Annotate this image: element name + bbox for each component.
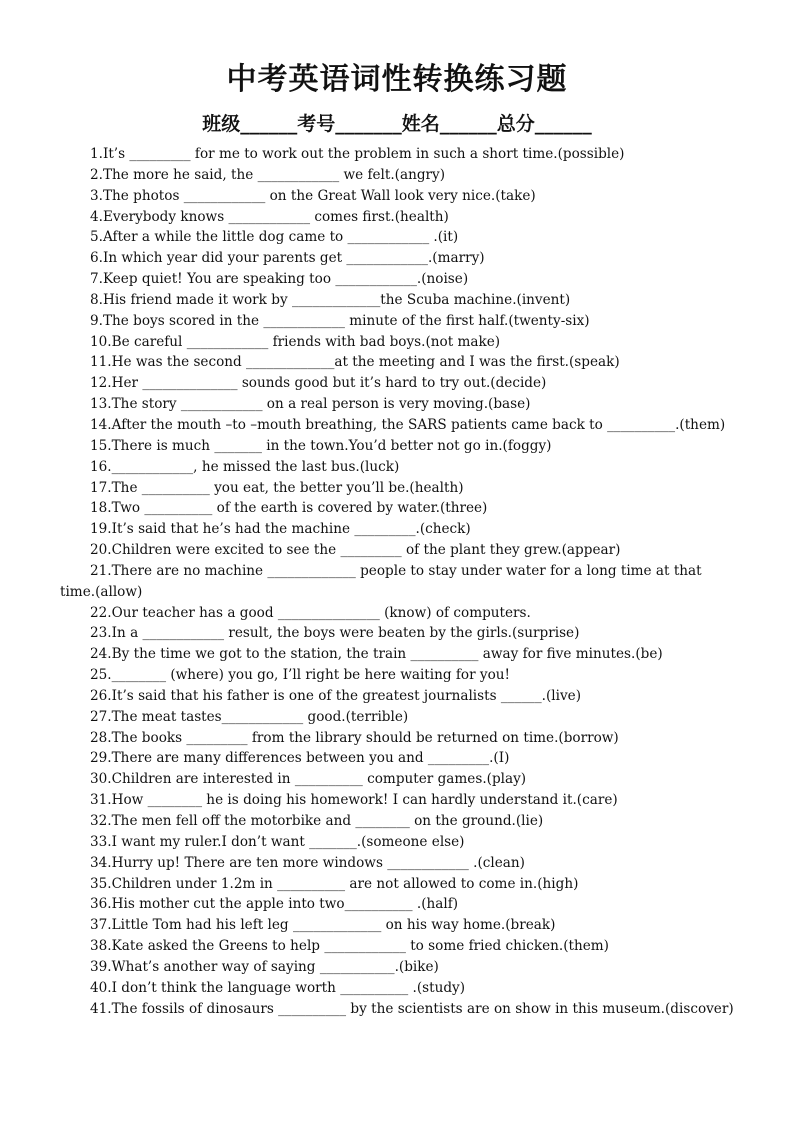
question-item: 16.____________, he missed the last bus.(luck) [90,458,400,475]
question-item: 32.The men fell off the motorbike and ________ on the ground.(lie) [90,813,544,829]
question-item: 31.How ________ he is doing his homework! I can hardly understand it.(care) [90,792,618,809]
question-item: 41.The fossils of dinosaurs __________ by the scientists are on show in this museum.(discover) [90,1000,734,1017]
question-item: 36.His mother cut the apple into two__________ .(half) [90,896,459,913]
question-item: 17.The __________ you eat, the better you’ll be.(health) [90,479,464,496]
question-item: 4.Everybody knows ____________ comes first.(health) [90,208,449,225]
question-item: 40.I don’t think the language worth __________ .(study) [90,979,466,996]
question-item: 33.I want my ruler.I don’t want _______.(someone else) [90,833,465,850]
question-item: 15.There is much _______ in the town.You’d better not go in.(foggy) [90,437,552,454]
question-item: 1.It’s _________ for me to work out the problem in such a short time.(possible) [90,146,625,162]
question-list [60,144,736,1019]
question-item: 30.Children are interested in __________ computer games.(play) [90,771,527,788]
question-item: 12.Her ______________ sounds good but it’s hard to try out.(decide) [90,375,547,392]
question-item: 22.Our teacher has a good _______________ (know) of computers. [90,604,531,621]
question-item: 23.In a ____________ result, the boys were beaten by the girls.(surprise) [90,625,580,642]
question-item: 2.The more he said, the ____________ we felt.(angry) [90,166,446,183]
question-item: 6.In which year did your parents get ____________.(marry) [90,250,485,267]
question-item: 34.Hurry up! There are ten more windows ____________ .(clean) [90,854,525,871]
question-item: 39.What’s another way of saying ___________.(bike) [90,958,439,975]
student-info-line: 班级______考号_______姓名______总分______ [202,113,592,135]
question-item: 19.It’s said that he’s had the machine _________.(check) [90,521,471,538]
question-item: 8.His friend made it work by _____________the Scuba machine.(invent) [90,291,571,308]
question-item: 5.After a while the little dog came to ____________ .(it) [90,229,459,246]
question-item: 7.Keep quiet! You are speaking too ____________.(noise) [90,271,469,288]
question-item: 25.________ (where) you go, I’ll right be here waiting for you! [90,667,511,684]
question-item: 35.Children under 1.2m in __________ are not allowed to come in.(high) [90,875,579,892]
question-item: 9.The boys scored in the ____________ minute of the first half.(twenty-six) [90,312,590,329]
question-item: 26.It’s said that his father is one of the greatest journalists ______.(live) [90,687,582,704]
question-item: 18.Two __________ of the earth is covered by water.(three) [90,500,488,517]
question-item: 14.After the mouth –to –mouth breathing, the SARS patients came back to __________.(them) [90,416,726,433]
question-item: 27.The meat tastes____________ good.(terrible) [90,708,409,725]
question-item: 21.There are no machine _____________ people to stay under water for a long time at that time.(allow) [60,562,702,600]
question-item: 10.Be careful ____________ friends with bad boys.(not make) [90,333,501,350]
page-title: 中考英语词性转换练习题 [226,62,568,97]
question-item: 38.Kate asked the Greens to help ____________ to some fried chicken.(them) [90,938,609,955]
question-item: 13.The story ____________ on a real person is very moving.(base) [90,396,531,413]
question-item: 3.The photos ____________ on the Great Wall look very nice.(take) [90,187,536,204]
question-item: 29.There are many differences between you and _________.(I) [90,750,510,767]
question-item: 11.He was the second _____________at the meeting and I was the first.(speak) [90,354,620,371]
question-item: 28.The books _________ from the library should be returned on time.(borrow) [90,729,619,746]
question-item: 20.Children were excited to see the _________ of the plant they grew.(appear) [90,542,621,559]
question-item: 37.Little Tom had his left leg _____________ on his way home.(break) [90,917,556,934]
question-item: 24.By the time we got to the station, the train __________ away for five minutes.(be) [90,646,663,663]
